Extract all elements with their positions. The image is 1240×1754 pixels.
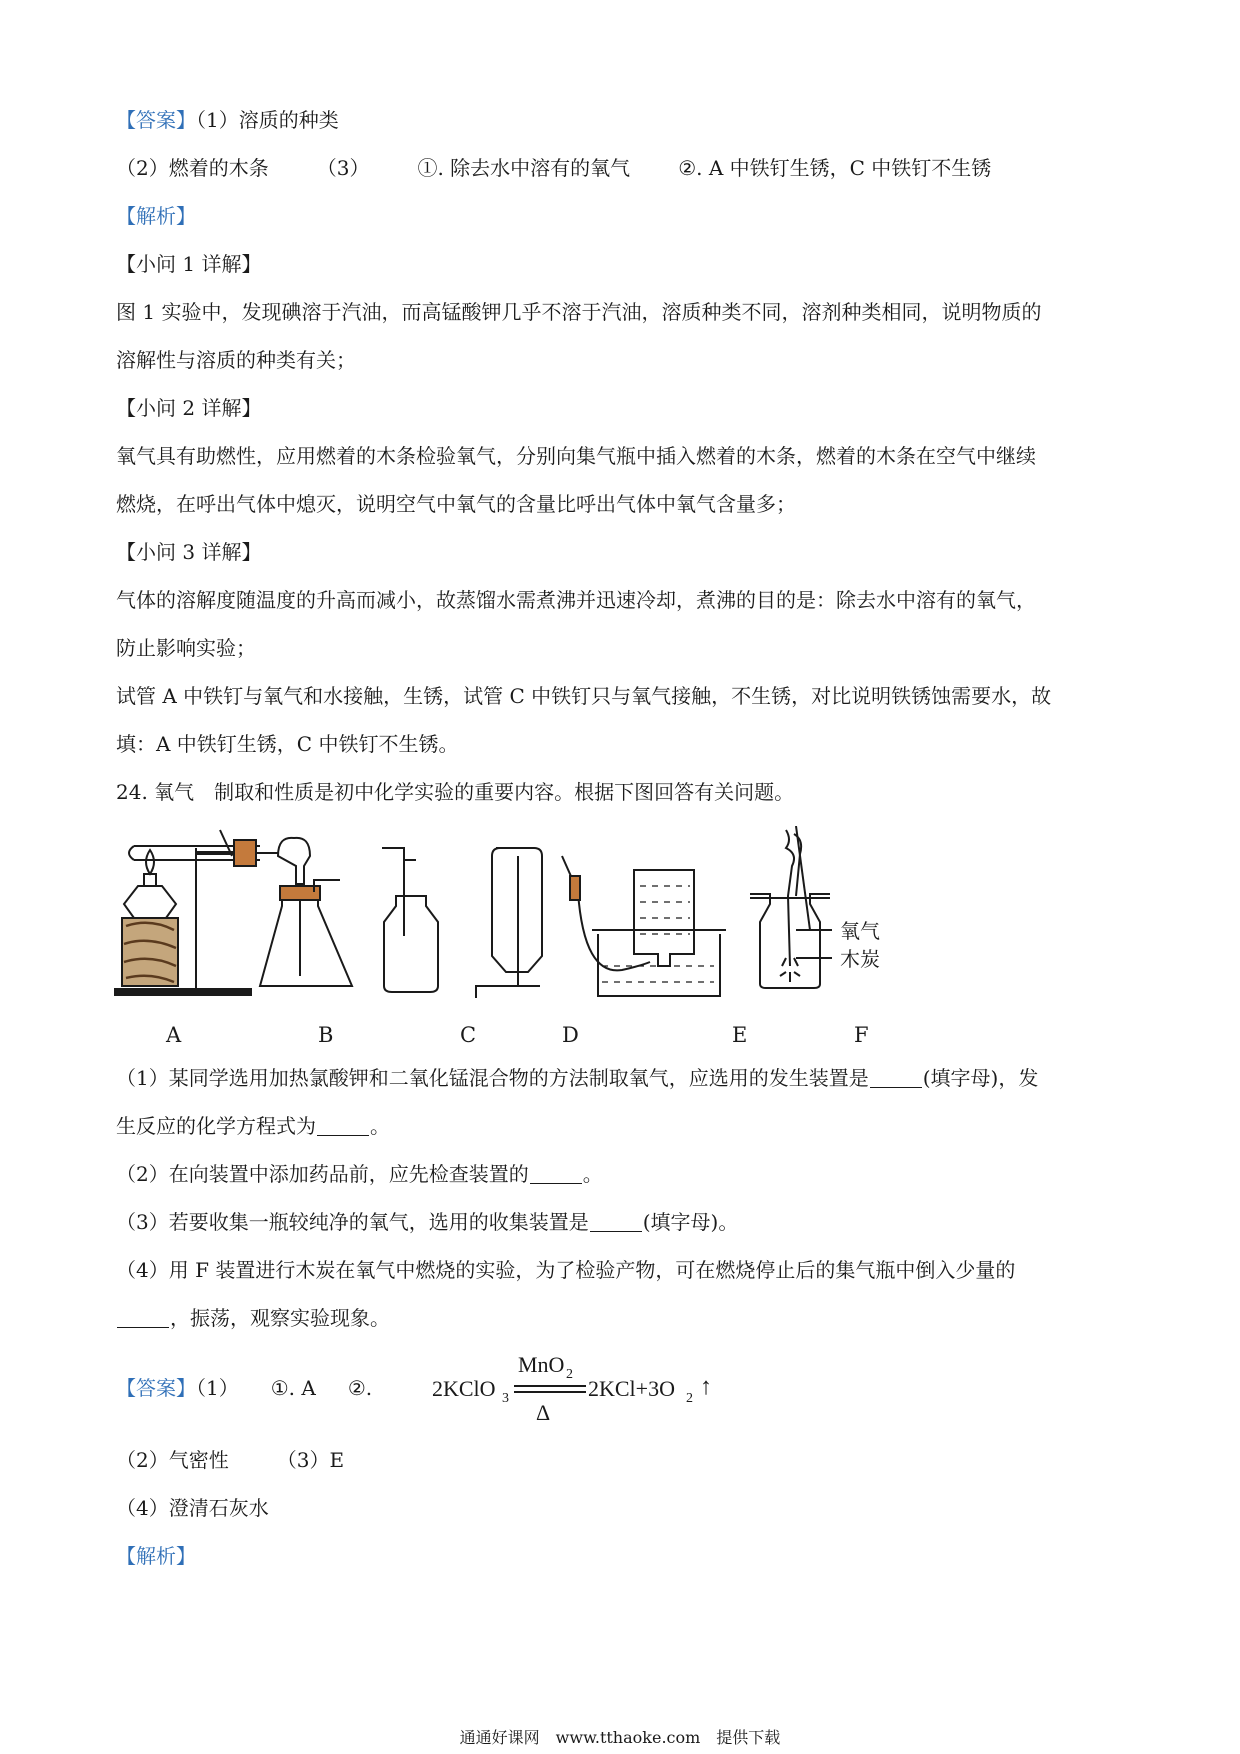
answer-q3: （3）E [276,1448,345,1472]
q3-text-b: (填字母)。 [642,1210,739,1234]
answer-q3-part1: ①. 除去水中溶有的氧气 [417,156,631,180]
q1-text-d: 。 [370,1114,390,1138]
eq-catalyst-sub: 2 [566,1367,573,1382]
blank [117,1307,169,1328]
q24-q1-line-2 [116,1112,390,1140]
sub2-text-2: 燃烧，在呼出气体中熄灭，说明空气中氧气的含量比呼出气体中氧气含量多； [116,492,796,516]
sub3-text-3: 试管 A 中铁钉与氧气和水接触，生锈，试管 C 中铁钉只与氧气接触，不生锈，对比说明铁锈蚀需要水，故 [116,684,1052,708]
figure-label-b: B [318,1023,334,1047]
q24-q2-line [116,1160,603,1188]
blank [530,1163,582,1184]
q1-text-b: (填字母)，发 [922,1066,1039,1090]
apparatus-d [476,848,542,998]
q4-text-b: ，振荡，观察实验现象。 [170,1306,390,1330]
q24-q1-line-1 [116,1064,1038,1092]
q24-answer-line-1 [116,1374,372,1402]
chemical-equation [430,1348,730,1428]
answer-q2: （2）气密性 [116,1448,229,1472]
analysis-tag: 【解析】 [116,1544,196,1568]
eq-gas-arrow: ↑ [700,1374,712,1400]
q3-text-a: （3）若要收集一瓶较纯净的氧气，选用的收集装置是 [116,1210,589,1234]
sub2-text-1: 氧气具有助燃性，应用燃着的木条检验氧气，分别向集气瓶中插入燃着的木条，燃着的木条在空气中继续 [116,444,1036,468]
sub3-title: 【小问 3 详解】 [116,540,262,564]
answer-q3-part2: ②. A 中铁钉生锈，C 中铁钉不生锈 [678,156,992,180]
answer-tag: 【答案】 [116,1376,196,1400]
figure-label-a: A [166,1023,182,1047]
answer-line-2 [116,154,991,182]
eq-catalyst: MnO [518,1352,565,1377]
answer-q1-part1: ①. A [270,1376,316,1400]
label-charcoal: 木炭 [840,947,880,971]
q24-q3-line [116,1208,738,1236]
answer-q3: （3） [316,156,370,180]
q24-q4-line-1: （4）用 F 装置进行木炭在氧气中燃烧的实验，为了检验产物，可在燃烧停止后的集气瓶中倒入少量的 [116,1258,1016,1282]
q2-text-a: （2）在向装置中添加药品前，应先检查装置的 [116,1162,529,1186]
q1-text-c: 生反应的化学方程式为 [116,1114,316,1138]
figure-label-e: E [732,1023,748,1047]
eq-product: 2KCl+3O [588,1376,675,1401]
sub3-text-2: 防止影响实验； [116,636,256,660]
eq-reactant-sub: 3 [502,1391,509,1406]
answer-q1-part2: ②. [347,1376,373,1400]
figure-label-c: C [460,1023,477,1047]
analysis-tag: 【解析】 [116,204,196,228]
q24-q4-line-2 [116,1304,390,1332]
apparatus-b [260,838,352,986]
answer-tag: 【答案】 [116,108,196,132]
sub1-text-1: 图 1 实验中，发现碘溶于汽油，而高锰酸钾几乎不溶于汽油，溶质种类不同，溶剂种类相同，说明物质的 [116,300,1042,324]
eq-product-sub: 2 [686,1391,693,1406]
answer-q4: （4）澄清石灰水 [116,1496,269,1520]
blank [590,1211,642,1232]
sub2-title: 【小问 2 详解】 [116,396,262,420]
figure-label-f: F [854,1023,869,1047]
figure-label-d: D [562,1023,579,1047]
blank [317,1115,369,1136]
sub1-title: 【小问 1 详解】 [116,252,262,276]
answer-q1: （1）溶质的种类 [196,108,339,132]
apparatus-diagram [110,826,1090,1056]
footer-text: 通通好课网 www.tthaoke.com 提供下载 [459,1728,781,1747]
q2-text-b: 。 [582,1162,603,1186]
q1-text-a: （1）某同学选用加热氯酸钾和二氧化锰混合物的方法制取氧气，应选用的发生装置是 [116,1066,869,1090]
answer-q1: （1） [196,1376,239,1400]
apparatus-a [114,830,278,996]
q24-answer-line-2 [116,1446,344,1474]
sub3-text-4: 填：A 中铁钉生锈，C 中铁钉不生锈。 [116,732,459,756]
apparatus-e [562,856,726,996]
q24-stem: 24. 氧气 制取和性质是初中化学实验的重要内容。根据下图回答有关问题。 [116,780,795,804]
apparatus-c [382,848,438,992]
label-oxygen: 氧气 [840,919,880,943]
eq-reactant: 2KClO [432,1376,496,1401]
answer-q2: （2）燃着的木条 [116,156,269,180]
blank [870,1067,922,1088]
eq-condition: Δ [536,1400,551,1425]
sub3-text-1: 气体的溶解度随温度的升高而减小，故蒸馏水需煮沸并迅速冷却，煮沸的目的是：除去水中溶有的氧气， [116,588,1036,612]
answer-line-1 [116,106,339,134]
apparatus-f [750,826,832,988]
sub1-text-2: 溶解性与溶质的种类有关； [116,348,356,372]
